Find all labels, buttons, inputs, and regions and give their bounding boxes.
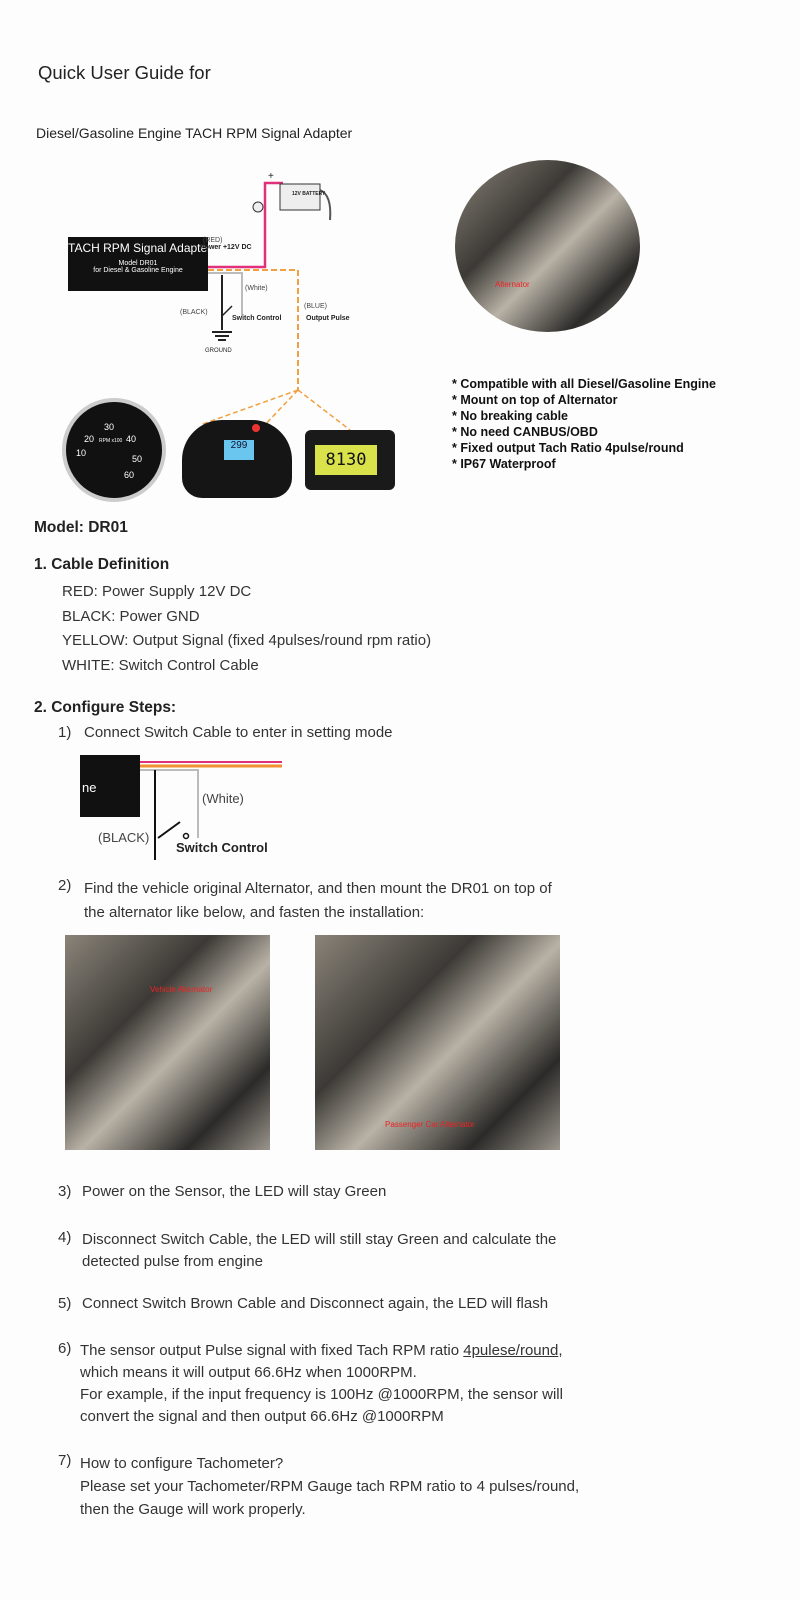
step-text: Connect Switch Cable to enter in setting mode [84, 724, 393, 741]
page-title: Quick User Guide for [38, 62, 211, 83]
adapter-subtitle: for Diesel & Gasoline Engine [93, 267, 183, 274]
output-label: Output Pulse [306, 315, 350, 322]
gauge-tick: 10 [76, 448, 87, 458]
blue-wire-label: (BLUE) [304, 303, 327, 310]
step-line: The sensor output Pulse signal with fixed Tach RPM ratio [80, 1342, 464, 1359]
power-label: Power +12V DC [200, 244, 252, 251]
switch-label: Switch Control [232, 315, 282, 322]
feature-item: * Compatible with all Diesel/Gasoline Engine [452, 377, 716, 391]
step-number: 5) [58, 1295, 72, 1312]
cable-item: WHITE: Switch Control Cable [62, 656, 259, 674]
photo-label: Alternator [495, 280, 530, 289]
digital-tachometer [305, 430, 395, 490]
step-number: 1) [58, 724, 72, 741]
step-number: 4) [58, 1229, 72, 1246]
step-text: Power on the Sensor, the LED will stay Green [82, 1183, 387, 1200]
photo-label: Vehicle Alternator [150, 985, 213, 994]
vehicle-alternator-photo [65, 935, 270, 1150]
page-subtitle: Diesel/Gasoline Engine TACH RPM Signal Adapter [36, 125, 353, 141]
ground-label: GROUND [205, 348, 232, 354]
gauge-tick: 50 [132, 454, 143, 464]
step-line: detected pulse from engine [82, 1253, 263, 1270]
step-number: 6) [58, 1340, 72, 1357]
model-heading: Model: DR01 [34, 519, 128, 536]
cable-item: RED: Power Supply 12V DC [62, 583, 252, 600]
alternator-photo-circle [455, 160, 640, 332]
feature-item: * Mount on top of Alternator [452, 393, 618, 407]
passenger-car-alternator-photo [315, 935, 560, 1150]
step-line: How to configure Tachometer? [80, 1455, 284, 1472]
black-wire-label: (BLACK) [98, 830, 150, 845]
white-wire-label: (White) [202, 791, 244, 806]
step-line: the alternator like below, and fasten the installation: [84, 904, 425, 921]
gauge-tick: 20 [84, 434, 95, 444]
step-text [80, 1452, 579, 1521]
guide-page: Quick User Guide for Diesel/Gasoline Engine TACH RPM Signal Adapter 12V BATTERY + TACH RPM Signal Adapter Model DR01 for Diesel & Gasoline Engine (RED) Power +12V DC (White) (BLACK) Switch Control (BLUE) Output Pulse GROUND 30 20 40 10 50 60 RPM x100 299 8130 Alternator * Compatible with all Diesel/Gasoline Engine * Mount on top of Alternator * No breaking cable * No need CANBUS/OBD * Fixed output Tach Ratio 4pulse/round * IP67 Waterproof Model: DR01 1. Cable Definition RED: Power Supply 12V DC BLACK: Power GND YELLOW: Output Signal (fixed 4pulses/round rpm ratio) WHITE: Switch Control Cable 2. Configure Steps: 1) Connect Switch Cable to enter in setting mode ne (White) (BLACK) Switch Control 2) Find the vehicle original Alternator, and then mount the DR01 on top of the alternator like below, and fasten the installation: Vehicle Alternator Passenger Car Alternator 3) Power on the Sensor, the LED will stay Green 4) Disconnect Switch Cable, the LED will still stay Green and calculate the detected pulse from engine 5) Connect Switch Brown Cable and Disconnect again, the LED will flash 6) The sensor output Pulse signal with fixed Tach RPM ratio 4pulese/round, which means it will output 66.6Hz when 1000RPM. For example, if the input frequency is 100Hz @1000RPM, the sensor will convert the signal and then output 66.6Hz @1000RPM 7) How to configure Tachometer? Please set your Tachometer/RPM Gauge tach RPM ratio to 4 pulses/round, then the Gauge will work properly. [0, 0, 800, 1600]
black-wire-label: (BLACK) [180, 309, 208, 316]
gauge-tick: 40 [126, 434, 137, 444]
digital-readout: 8130 [315, 445, 377, 475]
photo-label: Passenger Car Alternator [385, 1120, 475, 1129]
battery-label: 12V BATTERY [292, 191, 326, 197]
switch-lines [0, 0, 300, 870]
adapter-model: Model DR01 [118, 260, 158, 267]
step-number: 3) [58, 1183, 72, 1200]
step-line: which means it will output 66.6Hz when 1000RPM. [80, 1364, 417, 1381]
step-text: Connect Switch Brown Cable and Disconnect again, the LED will flash [82, 1295, 549, 1312]
step-line: Find the vehicle original Alternator, and then mount the DR01 on top of [84, 880, 552, 897]
step-line: For example, if the input frequency is 100Hz @1000RPM, the sensor will [80, 1386, 563, 1403]
step-line: then the Gauge will work properly. [80, 1501, 306, 1518]
gauge-tick: 60 [124, 470, 135, 480]
step-text [82, 1229, 556, 1273]
gauge-tick: 30 [104, 422, 115, 432]
section-cable-definition: 1. Cable Definition [34, 556, 170, 573]
white-wire-label: (White) [245, 285, 268, 292]
cable-item: YELLOW: Output Signal (fixed 4pulses/round rpm ratio) [62, 632, 432, 649]
step-text [80, 1340, 563, 1428]
adapter-box-partial: ne [82, 780, 97, 795]
switch-label: Switch Control [176, 840, 268, 855]
feature-item: * No breaking cable [452, 409, 569, 423]
step-line: Please set your Tachometer/RPM Gauge tach RPM ratio to 4 pulses/round, [80, 1478, 580, 1495]
step-line: Disconnect Switch Cable, the LED will still stay Green and calculate the [82, 1231, 557, 1248]
adapter-title: TACH RPM Signal Adapter [68, 241, 212, 255]
step-text [84, 877, 552, 925]
gauge-unit: RPM x100 [99, 438, 123, 444]
feature-item: * No need CANBUS/OBD [452, 425, 598, 439]
feature-item: * Fixed output Tach Ratio 4pulse/round [452, 441, 684, 455]
lcd-readout: 299 [224, 440, 254, 460]
step-number: 2) [58, 877, 72, 894]
cable-item: BLACK: Power GND [62, 607, 200, 625]
feature-item: * IP67 Waterproof [452, 457, 556, 471]
ratio-underlined: 4pulese/round [463, 1342, 559, 1359]
section-configure-steps: 2. Configure Steps: [34, 699, 177, 716]
step-number: 7) [58, 1452, 72, 1469]
step-line: convert the signal and then output 66.6Hz @1000RPM [80, 1408, 444, 1425]
red-wire-label: (RED) [203, 237, 223, 244]
step-line-end: , [558, 1342, 563, 1359]
feature-list [452, 376, 716, 472]
